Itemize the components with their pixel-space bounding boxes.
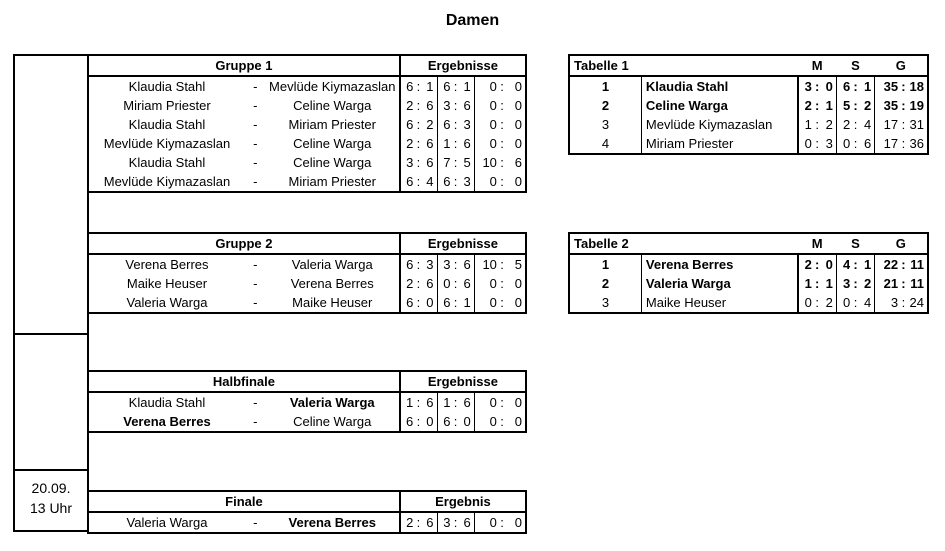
stat-colon: : [814,79,820,94]
stat-g-a: 17 [875,134,898,154]
set-1-score-a: 6 [400,172,413,192]
set-3-score-b: 0 [514,395,522,410]
set-2-score-a: 6 [437,76,450,96]
stat-g-a: 17 [875,115,898,134]
set-1-score-a: 2 [400,274,413,293]
stat-m-a: 2 [798,254,812,274]
set-3-score-b: 6 [514,155,522,170]
standings-row [569,76,928,96]
stat-m-a: 3 [798,76,812,96]
stat-m-a: 0 [798,134,812,154]
date-label: 20.09. [31,480,71,496]
match-row [88,254,526,274]
score-colon: : [453,174,458,189]
player-1: Valeria Warga [126,515,208,530]
score-colon: : [500,117,504,132]
standings-title: Tabelle 2 [574,236,629,251]
standings-table [568,232,929,314]
stat-colon: : [901,257,906,272]
score-colon: : [500,414,504,429]
stat-m-b: 0 [825,79,833,94]
match-separator: - [253,295,258,310]
score-colon: : [500,155,504,170]
set-1-score-b: 6 [426,515,434,530]
stat-s-a: 6 [836,76,850,96]
stat-colon: : [815,295,819,310]
stat-s-b: 1 [863,79,872,94]
player-2: Valeria Warga [289,395,375,410]
rank: 1 [601,79,610,94]
match-separator: - [253,276,258,291]
stat-colon: : [853,136,858,151]
player-1: Verena Berres [123,414,211,429]
stat-g-b: 11 [910,276,924,291]
stat-colon: : [901,117,906,132]
player-name: Maike Heuser [641,293,798,313]
player-1: Verena Berres [125,257,209,272]
stat-s-a: 0 [836,293,850,313]
player-2: Celine Warga [293,136,372,151]
set-2-score-b: 5 [463,155,471,170]
set-1-score-b: 3 [426,257,434,272]
match-row [88,412,526,432]
rank: 3 [601,117,610,132]
set-3-score-a: 0 [474,115,497,134]
stat-colon: : [814,276,820,291]
standings-header-row [569,55,928,76]
player-name: Klaudia Stahl [641,76,798,96]
set-2-score-b: 3 [463,174,471,189]
stat-colon: : [853,98,858,113]
set-2-score-b: 6 [463,276,471,291]
set-2-score-a: 3 [437,96,450,115]
match-row [88,153,526,172]
stat-g-b: 31 [909,117,924,132]
date-time [15,478,87,518]
stat-g-b: 24 [909,295,924,310]
set-2-score-b: 6 [463,395,471,410]
stat-colon: : [901,79,906,94]
score-colon: : [500,257,504,272]
set-2-score-b: 6 [463,136,471,151]
score-colon: : [453,98,458,113]
set-1-score-a: 3 [400,153,413,172]
set-1-score-a: 1 [400,392,413,412]
match-row [88,96,526,115]
stat-g-a: 3 [875,293,898,313]
stat-g-b: 19 [909,98,924,113]
match-separator: - [253,515,258,530]
group-header: Gruppe 1 [88,55,400,76]
page-title: Damen [445,12,500,29]
stat-m-a: 1 [798,274,812,293]
score-colon: : [500,174,504,189]
rank: 3 [601,295,610,310]
stat-s-b: 1 [863,257,872,272]
set-1-score-b: 1 [426,79,434,94]
set-2-score-b: 1 [463,79,471,94]
set-3-score-b: 0 [514,98,522,113]
score-colon: : [500,295,504,310]
set-3-score-b: 0 [514,414,522,429]
standings-row [569,254,928,274]
rank: 2 [601,276,610,291]
set-2-score-a: 6 [437,293,450,313]
match-table [87,54,527,193]
standings-row [569,293,928,313]
set-2-score-a: 1 [437,134,450,153]
set-3-score-a: 0 [474,96,497,115]
player-2: Verena Berres [288,515,376,530]
stat-m-b: 1 [825,98,833,113]
tabelle-1 [568,54,929,155]
set-3-score-a: 0 [474,172,497,192]
stat-colon: : [853,79,858,94]
match-row [88,293,526,313]
stat-colon: : [815,117,819,132]
results-header: Ergebnisse [400,55,526,76]
standings-row [569,115,928,134]
stat-g-a: 22 [875,254,898,274]
set-1-score-b: 6 [426,276,434,291]
column-g-header: G [895,236,906,251]
score-colon: : [453,257,458,272]
set-2-score-a: 6 [437,172,450,192]
stat-colon: : [901,295,906,310]
set-3-score-b: 0 [514,136,522,151]
score-colon: : [500,79,504,94]
player-2: Valeria Warga [291,257,373,272]
set-1-score-a: 2 [400,512,413,533]
set-1-score-b: 6 [426,395,434,410]
score-colon: : [416,174,421,189]
standings-table [568,54,929,155]
set-1-score-a: 2 [400,96,413,115]
set-3-score-a: 0 [474,76,497,96]
set-3-score-a: 0 [474,134,497,153]
set-3-score-a: 0 [474,274,497,293]
player-name: Valeria Warga [641,274,798,293]
player-2: Verena Berres [290,276,374,291]
player-1: Valeria Warga [126,295,208,310]
stat-s-a: 0 [836,134,850,154]
stat-colon: : [853,257,858,272]
score-colon: : [500,136,504,151]
results-header: Ergebnisse [400,233,526,254]
rank: 4 [601,136,610,151]
stat-colon: : [815,136,819,151]
stat-g-b: 36 [909,136,924,151]
stat-colon: : [901,276,906,291]
match-row [88,115,526,134]
score-colon: : [416,414,421,429]
score-colon: : [500,515,504,530]
score-colon: : [453,395,458,410]
left-frame-top [13,54,89,335]
set-1-score-b: 0 [426,295,434,310]
stat-s-b: 2 [863,276,872,291]
score-colon: : [453,79,458,94]
stat-m-a: 1 [798,115,812,134]
stat-m-b: 0 [825,257,833,272]
player-2: Celine Warga [293,98,372,113]
score-colon: : [416,117,421,132]
score-colon: : [416,136,421,151]
finale [87,490,527,534]
set-3-score-b: 0 [514,117,522,132]
set-3-score-b: 5 [514,257,522,272]
score-colon: : [453,515,458,530]
player-2: Miriam Priester [288,117,376,132]
table-header-row [88,233,526,254]
match-table [87,232,527,314]
column-m-header: M [811,58,823,73]
set-3-score-a: 0 [474,392,497,412]
match-separator: - [253,117,258,132]
score-colon: : [500,395,504,410]
tabelle-2 [568,232,929,314]
stat-m-b: 2 [825,117,833,132]
column-g-header: G [895,58,906,73]
stat-s-b: 2 [863,98,872,113]
player-name: Miriam Priester [641,134,798,154]
player-1: Mevlüde Kiymazaslan [103,174,231,189]
set-2-score-a: 1 [437,392,450,412]
player-2: Celine Warga [293,155,372,170]
set-2-score-a: 3 [437,512,450,533]
standings-row [569,274,928,293]
match-separator: - [253,257,258,272]
score-colon: : [416,295,421,310]
set-2-score-b: 0 [463,414,471,429]
stat-m-b: 2 [825,295,833,310]
stat-g-b: 11 [910,257,924,272]
stat-g-b: 18 [909,79,924,94]
set-2-score-a: 7 [437,153,450,172]
group-2 [87,232,527,314]
score-colon: : [453,136,458,151]
set-3-score-b: 0 [514,276,522,291]
set-3-score-b: 0 [514,295,522,310]
match-separator: - [253,174,258,189]
stat-m-a: 2 [798,96,812,115]
set-3-score-b: 0 [514,515,522,530]
player-2: Mevlüde Kiymazaslan [269,79,396,94]
match-separator: - [253,155,258,170]
match-separator: - [253,136,258,151]
set-3-score-a: 10 [474,153,497,172]
score-colon: : [500,98,504,113]
halbfinale [87,370,527,433]
stat-g-a: 21 [875,274,898,293]
stat-s-b: 4 [863,295,872,310]
stat-colon: : [853,295,858,310]
set-3-score-a: 0 [474,293,497,313]
set-1-score-a: 6 [400,115,413,134]
stat-m-b: 3 [825,136,833,151]
set-2-score-b: 1 [463,295,471,310]
results-header: Ergebnisse [400,371,526,392]
score-colon: : [416,79,421,94]
match-row [88,512,526,533]
score-colon: : [453,155,458,170]
set-2-score-a: 6 [437,412,450,432]
rank: 2 [601,98,610,113]
stat-colon: : [853,276,858,291]
group-header: Finale [88,491,400,512]
player-1: Klaudia Stahl [128,395,206,410]
player-2: Miriam Priester [288,174,376,189]
score-colon: : [416,395,421,410]
table-header-row [88,491,526,512]
stat-m-b: 1 [825,276,833,291]
stat-s-a: 5 [836,96,850,115]
set-2-score-b: 6 [463,515,471,530]
column-s-header: S [851,236,860,251]
match-row [88,172,526,192]
set-1-score-a: 6 [400,76,413,96]
left-frame-divider [13,469,89,471]
stat-s-b: 4 [863,117,872,132]
player-1: Maike Heuser [126,276,208,291]
stat-g-a: 35 [875,76,898,96]
match-separator: - [253,414,258,429]
match-table [87,490,527,534]
score-colon: : [416,276,421,291]
stat-s-a: 4 [836,254,850,274]
column-s-header: S [851,58,860,73]
set-1-score-b: 6 [426,136,434,151]
player-2: Celine Warga [293,414,372,429]
set-3-score-b: 0 [514,79,522,94]
score-colon: : [500,276,504,291]
set-1-score-b: 6 [426,155,434,170]
stat-s-b: 6 [863,136,872,151]
table-header-row [88,55,526,76]
group-1 [87,54,527,193]
stat-colon: : [901,136,906,151]
match-row [88,76,526,96]
set-2-score-a: 6 [437,115,450,134]
group-header: Halbfinale [88,371,400,392]
set-3-score-a: 10 [474,254,497,274]
player-2: Maike Heuser [292,295,373,310]
match-separator: - [253,395,258,410]
score-colon: : [453,117,458,132]
group-header: Gruppe 2 [88,233,400,254]
set-1-score-b: 6 [426,98,434,113]
standings-header-row [569,233,928,254]
stat-m-a: 0 [798,293,812,313]
score-colon: : [416,98,421,113]
stat-colon: : [814,98,820,113]
set-2-score-a: 0 [437,274,450,293]
player-1: Mevlüde Kiymazaslan [103,136,231,151]
player-1: Klaudia Stahl [128,79,206,94]
set-1-score-a: 2 [400,134,413,153]
match-separator: - [253,79,258,94]
score-colon: : [416,515,421,530]
set-1-score-a: 6 [400,293,413,313]
stat-s-a: 2 [836,115,850,134]
set-3-score-a: 0 [474,412,497,432]
match-separator: - [253,98,258,113]
set-1-score-b: 2 [426,117,434,132]
set-2-score-a: 3 [437,254,450,274]
set-1-score-a: 6 [400,412,413,432]
score-colon: : [453,414,458,429]
player-1: Klaudia Stahl [128,117,206,132]
set-3-score-a: 0 [474,512,497,533]
column-m-header: M [811,236,823,251]
match-row [88,134,526,153]
table-header-row [88,371,526,392]
match-row [88,274,526,293]
rank: 1 [601,257,610,272]
stat-s-a: 3 [836,274,850,293]
set-3-score-b: 0 [514,174,522,189]
stat-colon: : [901,98,906,113]
set-2-score-b: 6 [463,98,471,113]
set-1-score-b: 0 [426,414,434,429]
time-label: 13 Uhr [29,500,73,516]
match-table [87,370,527,433]
standings-row [569,96,928,115]
stat-colon: : [814,257,820,272]
stat-colon: : [853,117,858,132]
set-2-score-b: 6 [463,257,471,272]
player-name: Celine Warga [641,96,798,115]
results-header: Ergebnis [400,491,526,512]
set-2-score-b: 3 [463,117,471,132]
score-colon: : [453,295,458,310]
stat-g-a: 35 [875,96,898,115]
standings-title: Tabelle 1 [574,58,629,73]
score-colon: : [453,276,458,291]
set-1-score-b: 4 [426,174,434,189]
score-colon: : [416,257,421,272]
score-colon: : [416,155,421,170]
set-1-score-a: 6 [400,254,413,274]
player-1: Klaudia Stahl [128,155,206,170]
player-name: Mevlüde Kiymazaslan [641,115,798,134]
player-1: Miriam Priester [123,98,211,113]
player-name: Verena Berres [641,254,798,274]
match-row [88,392,526,412]
standings-row [569,134,928,154]
